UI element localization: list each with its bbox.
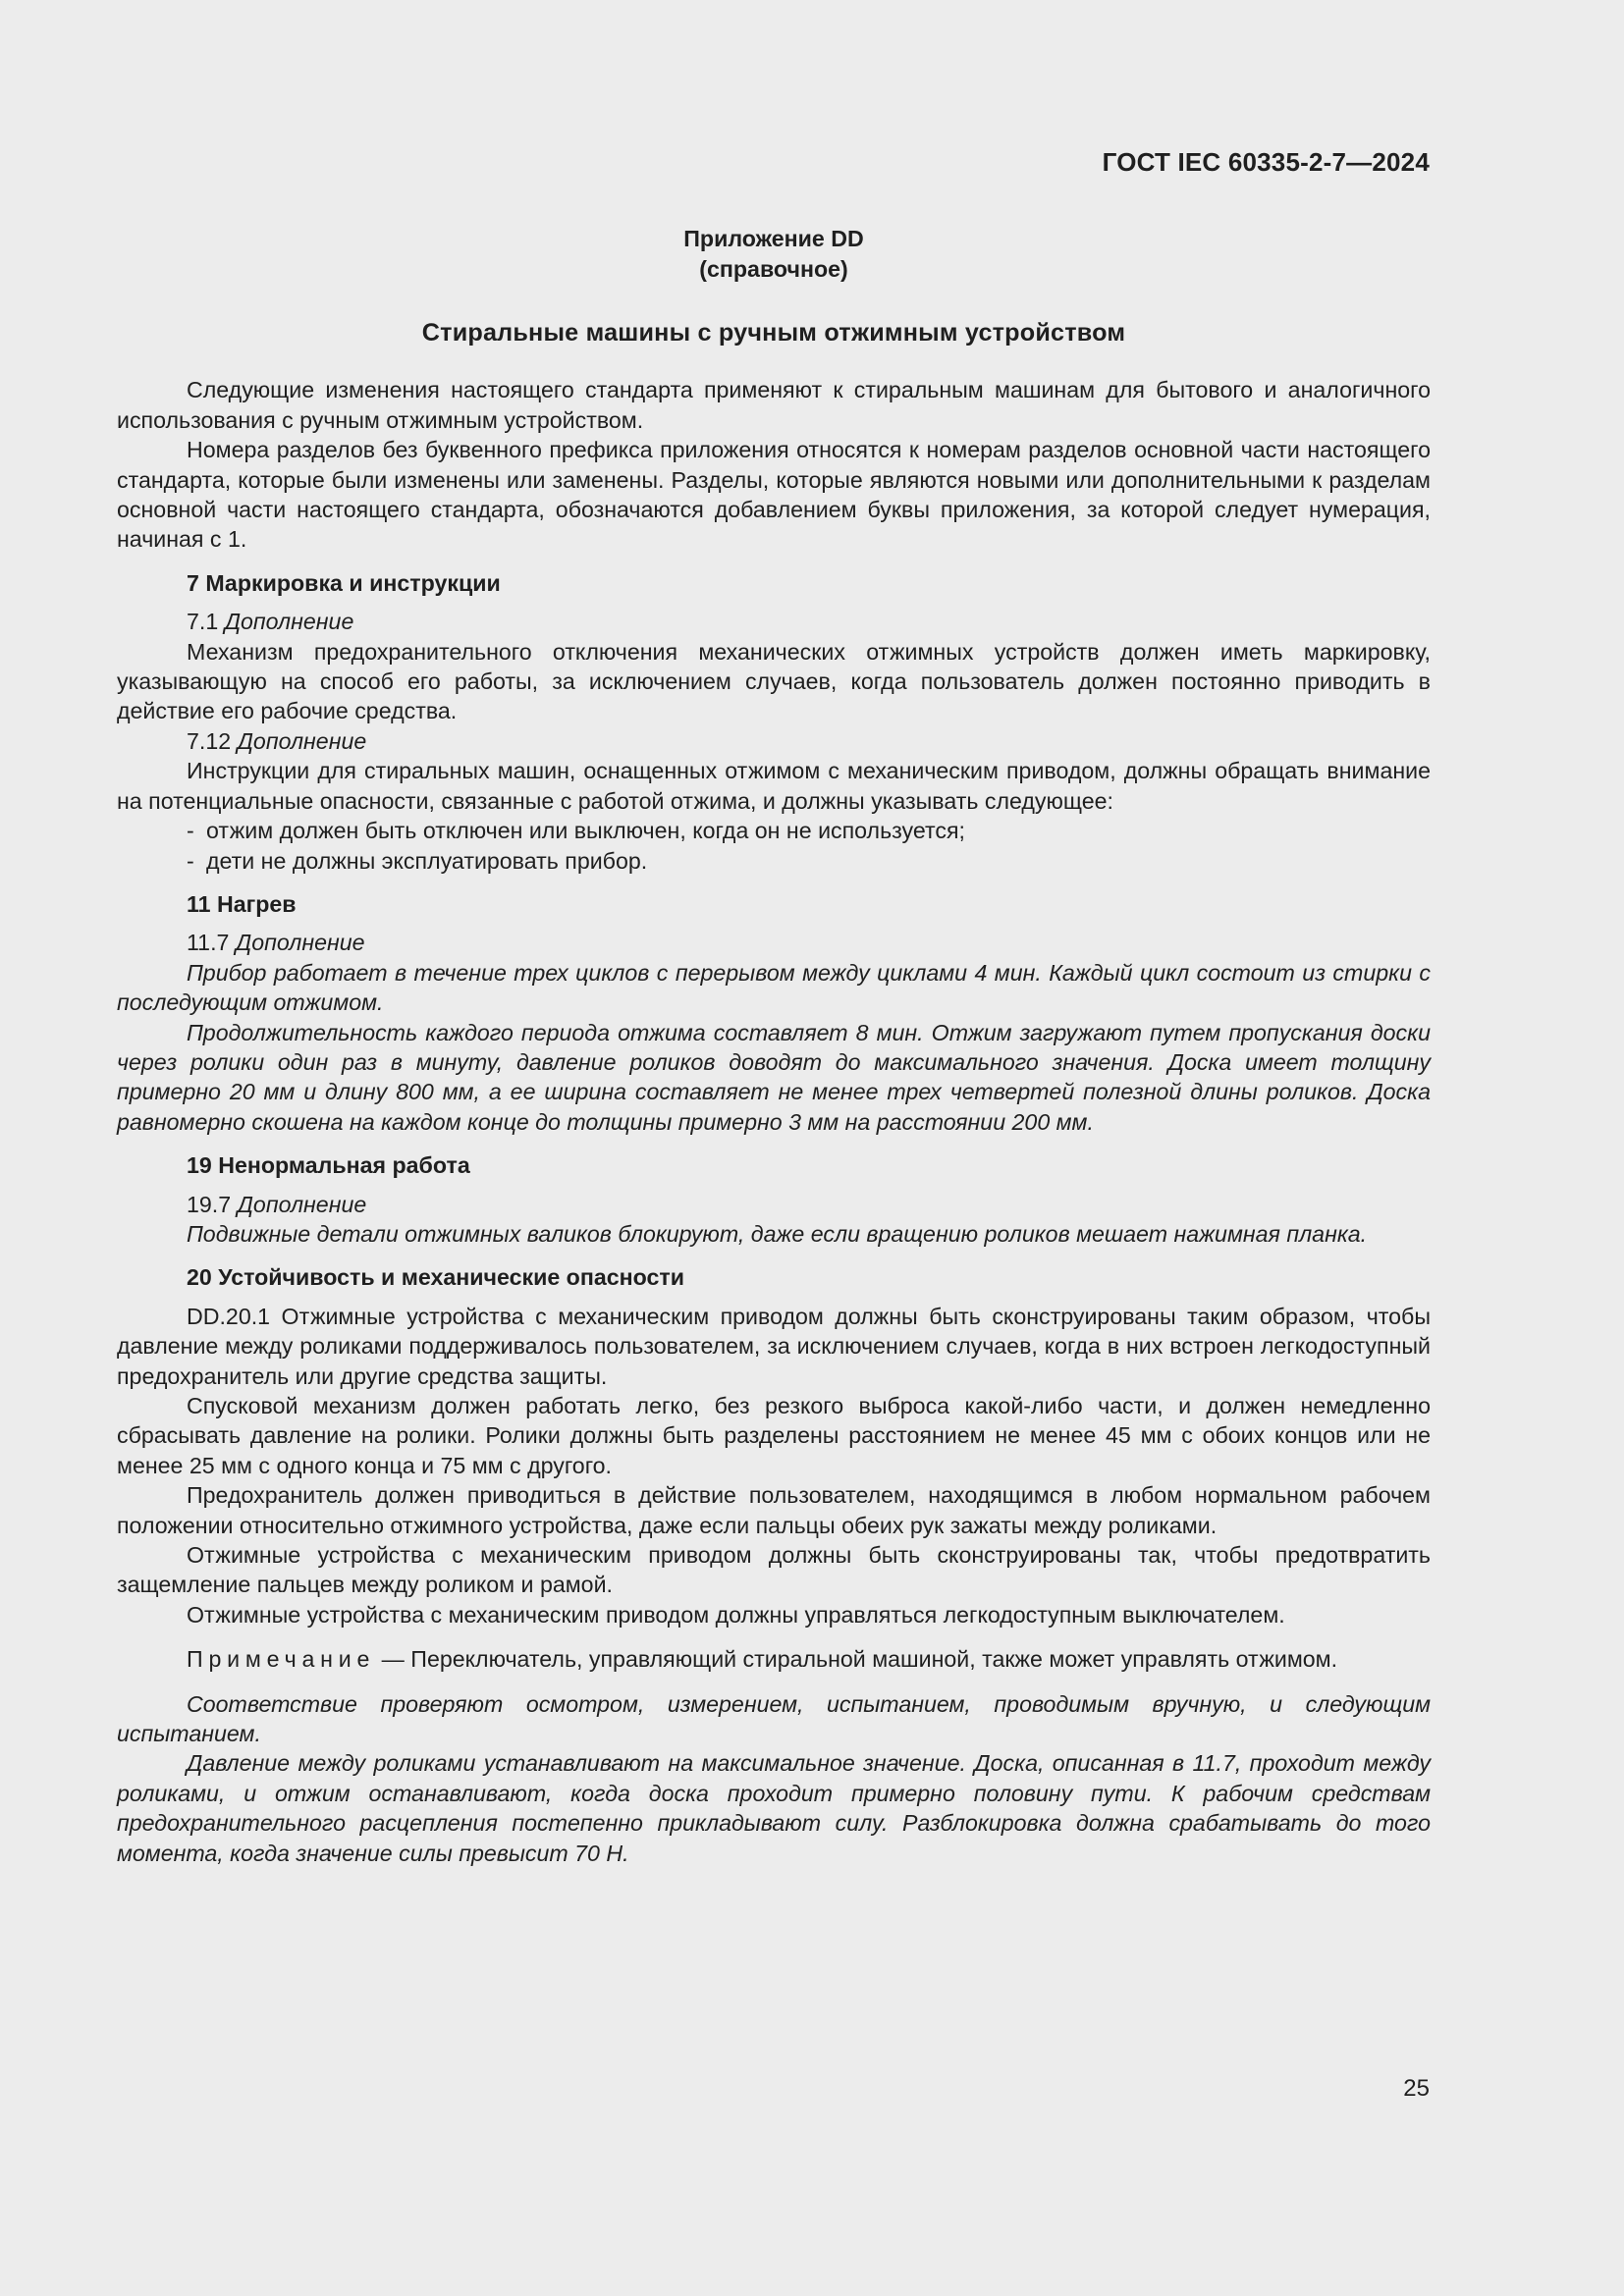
annex-status: (справочное) <box>699 256 848 282</box>
paragraph: Отжимные устройства с механическим приводом должны быть сконструированы так, чтобы предотвратить защемление пальцев между роликом и рамой. <box>117 1542 1431 1598</box>
list-item: - отжим должен быть отключен или выключен, когда он не используется; <box>187 818 965 844</box>
annex-title: Стиральные машины с ручным отжимным устройством <box>421 319 1126 347</box>
paragraph: Подвижные детали отжимных валиков блокируют, даже если вращению роликов мешает нажимная планка. <box>187 1220 1368 1247</box>
paragraph: Продолжительность каждого периода отжима составляет 8 мин. Отжим загружают путем пропускания доски через ролики один раз в минуту, давление роликов доводят до максимального значения. Доска имеет толщину примерно 20 мм и длину 800 мм, а ее ширина составляет не менее трех четвертей полезной длины роликов. Доска равномерно скошена на каждом конце до толщины примерно 3 мм на расстоянии 200 мм. <box>117 1019 1431 1135</box>
subsection-label: 11.7 Дополнение <box>187 930 365 956</box>
paragraph: Прибор работает в течение трех циклов с перерывом между циклами 4 мин. Каждый цикл состоит из стирки с последующим отжимом. <box>117 959 1431 1016</box>
document-code: ГОСТ IEC 60335-2-7—2024 <box>1102 147 1430 177</box>
page-content <box>117 224 1431 1868</box>
subsection-label: 7.1 Дополнение <box>187 609 354 635</box>
paragraph: Инструкции для стиральных машин, оснащенных отжимом с механическим приводом, должны обращать внимание на потенциальные опасности, связанные с работой отжима, и должны указывать следующее: <box>117 758 1431 814</box>
list-item: - дети не должны эксплуатировать прибор. <box>187 847 648 874</box>
note <box>117 1644 1431 1674</box>
subsection-label: 19.7 Дополнение <box>187 1191 367 1217</box>
note-text: — Переключатель, управляющий стиральной машиной, также может управлять отжимом. <box>375 1646 1338 1673</box>
paragraph: Соответствие проверяют осмотром, измерением, испытанием, проводимым вручную, и следующим испытанием. <box>117 1690 1431 1747</box>
intro-paragraph: Следующие изменения настоящего стандарта применяют к стиральным машинам для бытового и аналогичного использования с ручным отжимным устройством. <box>117 377 1431 433</box>
paragraph: Спусковой механизм должен работать легко, без резкого выброса какой-либо части, и должен немедленно сбрасывать давление на ролики. Ролики должны быть разделены расстоянием не менее 45 мм с обоих концов или не менее 25 мм с одного конца и 75 мм с другого. <box>117 1393 1431 1478</box>
subsection-label: 7.12 Дополнение <box>187 727 367 754</box>
section-heading: 7 Маркировка и инструкции <box>187 569 501 596</box>
paragraph: Механизм предохранительного отключения механических отжимных устройств должен иметь маркировку, указывающую на способ его работы, за исключением случаев, когда пользователь должен постоянно приводить в действие его рабочие средства. <box>117 638 1431 724</box>
paragraph: Отжимные устройства с механическим приводом должны управляться легкодоступным выключателем. <box>187 1601 1285 1628</box>
intro-paragraph: Номера разделов без буквенного префикса приложения относятся к номерам разделов основной части настоящего стандарта, которые были изменены или заменены. Разделы, которые являются новыми или дополнительными к разделам основной части настоящего стандарта, обозначаются добавлением буквы приложения, за которой следует нумерация, начиная с 1. <box>117 437 1431 553</box>
note-label: Примечание <box>187 1646 376 1673</box>
paragraph: Предохранитель должен приводиться в действие пользователем, находящимся в любом нормальном рабочем положении относительно отжимного устройства, даже если пальцы обеих рук зажаты между роликами. <box>117 1482 1431 1538</box>
section-heading: 11 Нагрев <box>187 890 297 917</box>
page-number: 25 <box>1403 2075 1430 2102</box>
section-heading: 20 Устойчивость и механические опасности <box>187 1264 684 1291</box>
section-heading: 19 Ненормальная работа <box>187 1152 470 1179</box>
paragraph: Давление между роликами устанавливают на максимальное значение. Доска, описанная в 11.7, проходит между роликами, и отжим останавливают, когда доска проходит примерно половину пути. К рабочим средствам предохранительного расцепления постепенно прикладывают силу. Разблокировка должна срабатывать до того момента, когда значение силы превысит 70 Н. <box>117 1750 1431 1866</box>
paragraph: DD.20.1 Отжимные устройства с механическим приводом должны быть сконструированы таким образом, чтобы давление между роликами поддерживалось пользователем, за исключением случаев, когда в них встроен легкодоступный предохранитель или другие средства защиты. <box>117 1303 1431 1389</box>
annex-label: Приложение DD <box>683 226 864 251</box>
